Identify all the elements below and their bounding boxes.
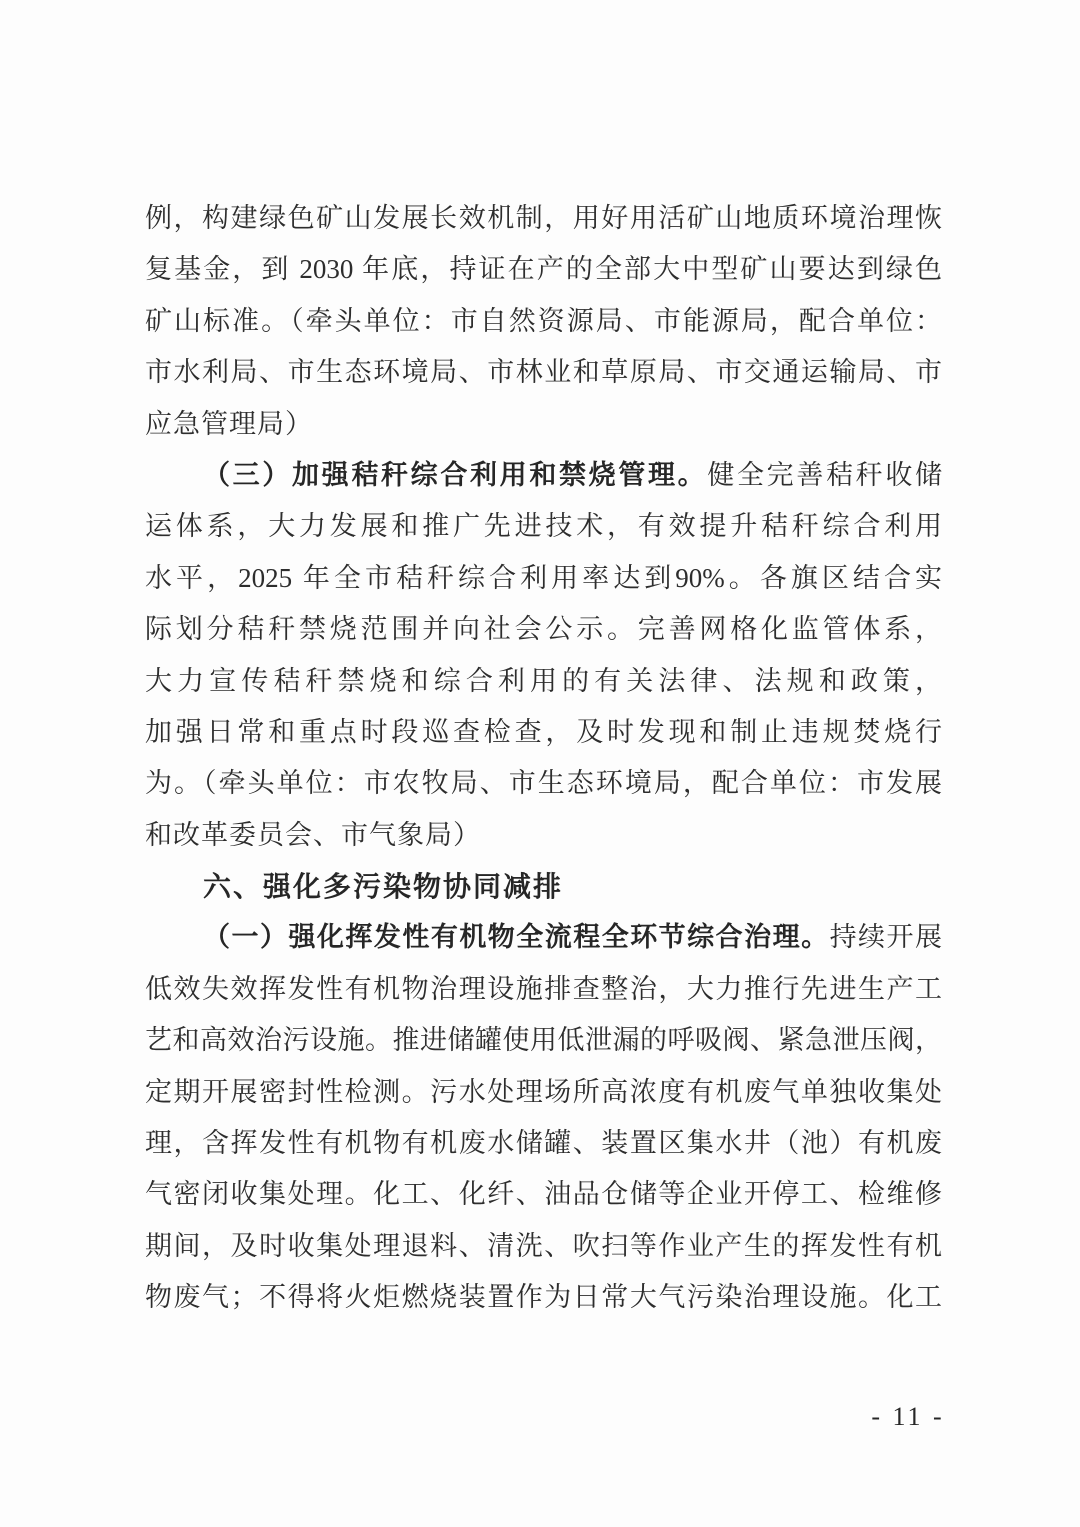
- text-line: [145, 1169, 942, 1220]
- body-text: 健全完善秸秆收储: [707, 459, 942, 490]
- lead-in-text: （三）加强秸秆综合利用和禁烧管理。: [203, 459, 708, 490]
- text-line: [145, 758, 942, 809]
- body-text: 和改革委员会、市气象局）: [145, 819, 481, 850]
- text-line: [145, 1015, 942, 1066]
- body-text: 低效失效挥发性有机物治理设施排查整治，大力推行先进生产工: [145, 973, 942, 1004]
- text-line: [145, 399, 942, 450]
- body-text: 大力宣传秸秆禁烧和综合利用的有关法律、法规和政策，: [145, 665, 942, 696]
- body-text: 市水利局、市生态环境局、市林业和草原局、市交通运输局、市: [145, 357, 942, 388]
- text-line: [145, 244, 942, 295]
- body-text: 气密闭收集处理。化工、化纤、油品仓储等企业开停工、检维修: [145, 1179, 942, 1210]
- text-line: [145, 810, 942, 861]
- body-text: 理，含挥发性有机物有机废水储罐、装置区集水井（池）有机废: [145, 1128, 942, 1159]
- document-body: [145, 193, 942, 1324]
- body-text: 定期开展密封性检测。污水处理场所高浓度有机废气单独收集处: [145, 1076, 942, 1107]
- text-line: [145, 193, 942, 244]
- body-text: 艺和高效治污设施。推进储罐使用低泄漏的呼吸阀、紧急泄压阀，: [145, 1025, 942, 1056]
- body-text: 物废气；不得将火炬燃烧装置作为日常大气污染治理设施。化工: [145, 1282, 942, 1313]
- text-line: [145, 1272, 942, 1323]
- text-line: [145, 912, 942, 963]
- body-text: 运体系，大力发展和推广先进技术，有效提升秸秆综合利用: [145, 511, 942, 542]
- body-text: 加强日常和重点时段巡查检查，及时发现和制止违规焚烧行: [145, 716, 942, 747]
- body-text: 水平，2025 年全市秸秆综合利用率达到90%。各旗区结合实: [145, 562, 942, 593]
- body-text: 矿山标准。（牵头单位：市自然资源局、市能源局，配合单位：: [145, 305, 942, 336]
- body-text: 应急管理局）: [145, 408, 313, 439]
- section-heading: [145, 861, 942, 912]
- text-line: [145, 964, 942, 1015]
- text-line: [145, 1221, 942, 1272]
- lead-in-text: 六、强化多污染物协同减排: [203, 871, 564, 903]
- text-line: [145, 296, 942, 347]
- text-line: [145, 656, 942, 707]
- body-text: 为。（牵头单位：市农牧局、市生态环境局，配合单位：市发展: [145, 768, 942, 799]
- text-line: [145, 1118, 942, 1169]
- lead-in-text: （一）强化挥发性有机物全流程全环节综合治理。: [203, 922, 830, 953]
- text-line: [145, 347, 942, 398]
- body-text: 复基金，到 2030 年底，持证在产的全部大中型矿山要达到绿色: [145, 254, 942, 285]
- text-line: [145, 553, 942, 604]
- body-text: 例，构建绿色矿山发展长效机制，用好用活矿山地质环境治理恢: [145, 203, 942, 233]
- text-line: [145, 604, 942, 655]
- body-text: 持续开展: [829, 922, 942, 953]
- text-line: [145, 450, 942, 501]
- text-line: [145, 501, 942, 552]
- text-line: [145, 707, 942, 758]
- body-text: 期间，及时收集处理退料、清洗、吹扫等作业产生的挥发性有机: [145, 1230, 942, 1261]
- text-line: [145, 1067, 942, 1118]
- page-number: - 11 -: [871, 1402, 945, 1431]
- body-text: 际划分秸秆禁烧范围并向社会公示。完善网格化监管体系，: [145, 614, 942, 645]
